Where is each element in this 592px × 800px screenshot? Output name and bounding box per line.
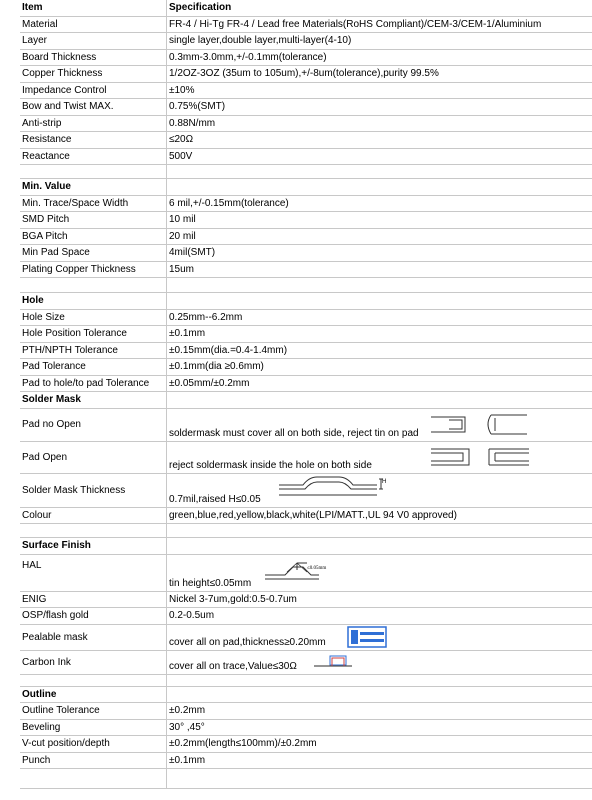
row-spec: ±0.1mm (169, 328, 206, 340)
row-spec-cell (167, 409, 592, 441)
spec-table (20, 0, 592, 789)
row-spec: ±0.1mm(dia ≥0.6mm) (169, 361, 264, 373)
row-item: Pealable mask (20, 625, 167, 650)
table-row (20, 625, 592, 651)
table-row (20, 50, 592, 67)
row-spec: 20 mil (169, 230, 196, 242)
fig-label: H (382, 478, 387, 485)
row-spec: 15um (169, 263, 195, 275)
row-item: V-cut position/depth (20, 736, 167, 752)
row-item: ENIG (20, 592, 167, 608)
row-spec: ±0.2mm (169, 705, 206, 717)
pad-diagram-icon (429, 444, 539, 470)
mask-profile-icon (277, 475, 389, 503)
row-item: Min Pad Space (20, 245, 167, 261)
empty-cell (167, 293, 592, 309)
row-spec: cover all on trace,Value≤30Ω (169, 660, 297, 672)
spacer-row (20, 524, 592, 538)
row-spec: ±0.05mm/±0.2mm (169, 377, 250, 389)
fig-label: ≤0.05mm (307, 565, 327, 571)
row-spec: 0.75%(SMT) (169, 101, 226, 113)
table-row (20, 736, 592, 753)
row-item: Copper Thickness (20, 66, 167, 82)
row-spec: 6 mil,+/-0.15mm(tolerance) (169, 197, 289, 209)
table-row (20, 99, 592, 116)
row-spec: 0.7mil,raised H≤0.05 (169, 493, 261, 505)
row-item: Pad Tolerance (20, 359, 167, 375)
row-item: OSP/flash gold (20, 608, 167, 624)
section-title: Hole (20, 293, 167, 309)
row-spec: 0.2-0.5um (169, 610, 215, 622)
row-spec: 500V (169, 150, 193, 162)
section-title: Min. Value (20, 179, 167, 195)
row-spec-cell (167, 651, 592, 674)
table-row (20, 555, 592, 592)
table-row (20, 343, 592, 360)
section-title: Solder Mask (20, 392, 167, 408)
empty-cell (167, 538, 592, 554)
table-row (20, 196, 592, 213)
row-spec: 0.3mm-3.0mm,+/-0.1mm(tolerance) (169, 51, 327, 63)
pealable-mask-figure (347, 626, 389, 648)
empty-cell (167, 278, 592, 292)
row-spec: ±10% (169, 84, 195, 96)
row-spec: single layer,double layer,multi-layer(4-10) (169, 35, 352, 47)
row-item: Min. Trace/Space Width (20, 196, 167, 212)
hal-figure (263, 559, 347, 583)
table-row (20, 474, 592, 508)
row-spec: tin height≤0.05mm (169, 577, 252, 589)
row-item: Solder Mask Thickness (20, 474, 167, 507)
row-item: Pad no Open (20, 409, 167, 441)
row-item: Hole Position Tolerance (20, 326, 167, 342)
empty-cell (167, 179, 592, 195)
row-spec: 0.88N/mm (169, 117, 216, 129)
row-item: Pad Open (20, 442, 167, 473)
table-row (20, 753, 592, 770)
solder-mask-thickness-figure (277, 475, 389, 503)
table-row (20, 33, 592, 50)
table-row (20, 310, 592, 327)
table-row (20, 703, 592, 720)
row-item: Layer (20, 33, 167, 49)
table-row (20, 66, 592, 83)
section-title: Surface Finish (20, 538, 167, 554)
row-item: Board Thickness (20, 50, 167, 66)
row-spec: reject soldermask inside the hole on both side (169, 459, 372, 471)
row-spec: ±0.1mm (169, 754, 206, 766)
row-spec-cell (167, 442, 592, 473)
empty-cell (167, 687, 592, 703)
row-spec-cell (167, 474, 592, 507)
row-spec: ±0.15mm(dia.=0.4-1.4mm) (169, 344, 288, 356)
carbon-ink-figure (312, 654, 354, 670)
section-header-surface-finish (20, 538, 592, 555)
row-spec: soldermask must cover all on both side, reject tin on pad (169, 427, 419, 439)
empty-cell (20, 675, 167, 686)
pad-open-figure (429, 444, 539, 470)
table-row (20, 132, 592, 149)
table-row (20, 409, 592, 442)
row-spec: green,blue,red,yellow,black,white(LPI/MATT.,UL 94 V0 approved) (169, 509, 457, 521)
pad-no-open-figure (429, 411, 539, 437)
table-row (20, 212, 592, 229)
table-row (20, 17, 592, 34)
section-header-min-value (20, 179, 592, 196)
row-item: Bow and Twist MAX. (20, 99, 167, 115)
header-specification: Specification (169, 2, 232, 14)
row-spec: 4mil(SMT) (169, 247, 216, 259)
table-row (20, 83, 592, 100)
row-item: HAL (20, 555, 167, 591)
tin-height-icon (263, 559, 347, 583)
row-item: Plating Copper Thickness (20, 262, 167, 278)
row-spec: ≤20Ω (169, 134, 194, 146)
row-spec: cover all on pad,thickness≥0.20mm (169, 636, 326, 648)
row-item: Outline Tolerance (20, 703, 167, 719)
empty-cell (20, 524, 167, 537)
spacer-row (20, 675, 592, 687)
table-row (20, 376, 592, 393)
pealable-mask-icon (347, 626, 389, 648)
table-row (20, 651, 592, 675)
row-item: Colour (20, 508, 167, 524)
row-item: Pad to hole/to pad Tolerance (20, 376, 167, 392)
row-spec: FR-4 / Hi-Tg FR-4 / Lead free Materials(RoHS Compliant)/CEM-3/CEM-1/Aluminium (169, 18, 542, 30)
table-row (20, 262, 592, 279)
header-item: Item (20, 0, 167, 16)
row-item: Reactance (20, 149, 167, 165)
empty-cell (20, 278, 167, 292)
table-row (20, 326, 592, 343)
row-item: Carbon Ink (20, 651, 167, 674)
row-spec-cell (167, 555, 592, 591)
row-spec-cell (167, 625, 592, 650)
row-spec: 30° ,45° (169, 721, 205, 733)
empty-cell (20, 769, 167, 788)
row-item: BGA Pitch (20, 229, 167, 245)
table-row (20, 116, 592, 133)
row-item: Hole Size (20, 310, 167, 326)
row-item: Beveling (20, 720, 167, 736)
table-row (20, 359, 592, 376)
row-item: Anti-strip (20, 116, 167, 132)
section-header-outline (20, 687, 592, 704)
table-row (20, 720, 592, 737)
table-row (20, 608, 592, 625)
table-row (20, 149, 592, 166)
empty-cell (167, 769, 592, 788)
row-item: Resistance (20, 132, 167, 148)
row-spec: ±0.2mm(length≤100mm)/±0.2mm (169, 738, 317, 750)
section-header-hole (20, 293, 592, 310)
empty-cell (167, 392, 592, 408)
table-row (20, 592, 592, 609)
spacer-row (20, 278, 592, 293)
row-item: PTH/NPTH Tolerance (20, 343, 167, 359)
row-item: SMD Pitch (20, 212, 167, 228)
section-header-solder-mask (20, 392, 592, 409)
row-spec: 0.25mm--6.2mm (169, 311, 243, 323)
table-row (20, 229, 592, 246)
empty-cell (20, 165, 167, 178)
carbon-ink-icon (312, 654, 354, 670)
table-row (20, 245, 592, 262)
row-spec: 1/2OZ-3OZ (35um to 105um),+/-8um(tolerance),purity 99.5% (169, 68, 439, 80)
table-row (20, 508, 592, 525)
section-title: Outline (20, 687, 167, 703)
pad-diagram-icon (429, 411, 539, 437)
empty-cell (167, 675, 592, 686)
row-item: Material (20, 17, 167, 33)
row-item: Impedance Control (20, 83, 167, 99)
table-row (20, 442, 592, 474)
empty-cell (167, 524, 592, 537)
table-header (20, 0, 592, 17)
empty-cell (167, 165, 592, 178)
spacer-row (20, 769, 592, 789)
row-spec: 10 mil (169, 214, 196, 226)
spacer-row (20, 165, 592, 179)
row-item: Punch (20, 753, 167, 769)
row-spec: Nickel 3-7um,gold:0.5-0.7um (169, 593, 297, 605)
